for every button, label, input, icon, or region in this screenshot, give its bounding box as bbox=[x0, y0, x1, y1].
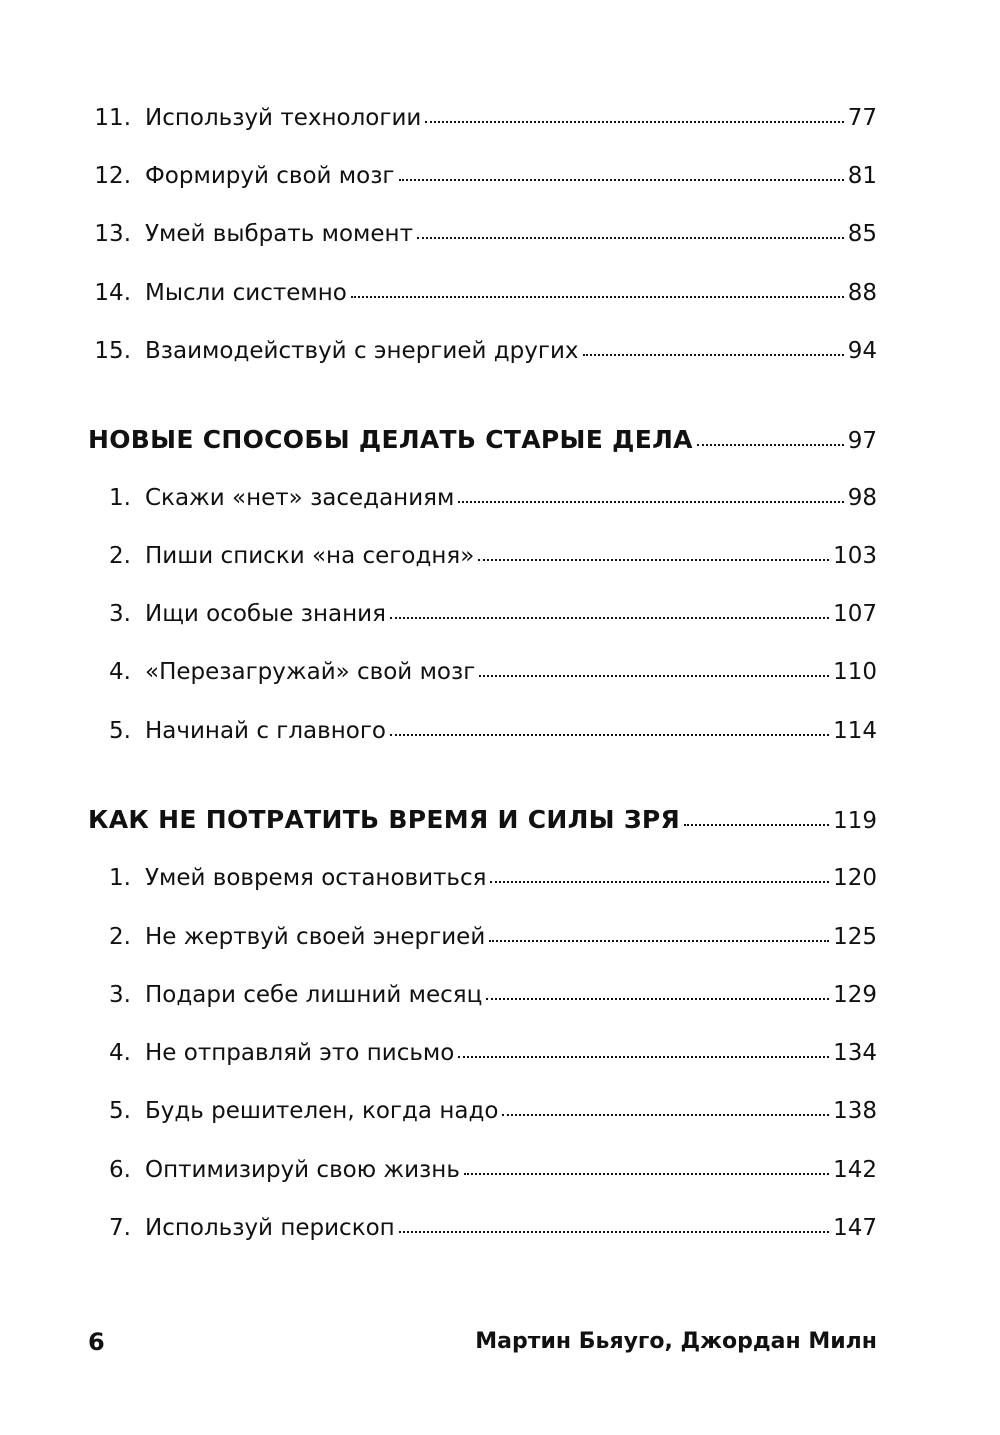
toc-entry-title: Используй технологии bbox=[145, 105, 422, 131]
toc-entry-page: 129 bbox=[833, 982, 877, 1008]
toc-entry-number: 5. bbox=[109, 718, 131, 744]
toc-entry-number: 15. bbox=[94, 338, 131, 364]
page-number: 6 bbox=[88, 1328, 105, 1356]
section-title: НОВЫЕ СПОСОБЫ ДЕЛАТЬ СТАРЫЕ ДЕЛА bbox=[88, 425, 693, 454]
toc-entry-page: 77 bbox=[847, 105, 877, 131]
toc-entry bbox=[0, 858, 877, 898]
toc-entry-number: 2. bbox=[109, 924, 131, 950]
toc-entry-page: 142 bbox=[833, 1157, 877, 1183]
dot-leader bbox=[399, 1230, 829, 1233]
toc-entry-title: Ищи особые знания bbox=[145, 601, 386, 627]
toc-entry-title: Не жертвуй своей энергией bbox=[145, 924, 486, 950]
dot-leader bbox=[425, 120, 843, 123]
dot-leader bbox=[464, 1172, 829, 1175]
dot-leader bbox=[390, 733, 829, 736]
dot-leader bbox=[486, 997, 829, 1000]
toc-entry-page: 110 bbox=[833, 659, 877, 685]
dot-leader bbox=[458, 1055, 829, 1058]
toc-entry bbox=[0, 711, 877, 751]
toc-entry-page: 103 bbox=[833, 543, 877, 569]
toc-entry-number: 3. bbox=[109, 601, 131, 627]
toc-entry-number: 3. bbox=[109, 982, 131, 1008]
section-title: КАК НЕ ПОТРАТИТЬ ВРЕМЯ И СИЛЫ ЗРЯ bbox=[88, 805, 681, 834]
toc-entry-title: Скажи «нет» заседаниям bbox=[145, 485, 455, 511]
dot-leader bbox=[479, 674, 829, 677]
toc-entry-page: 98 bbox=[847, 485, 877, 511]
dot-leader bbox=[458, 500, 843, 503]
toc-entry-title: Подари себе лишний месяц bbox=[145, 982, 483, 1008]
toc-entry-number: 12. bbox=[94, 163, 131, 189]
toc-entry-page: 125 bbox=[833, 924, 877, 950]
dot-leader bbox=[417, 236, 844, 239]
dot-leader bbox=[390, 616, 829, 619]
toc-entry-number: 14. bbox=[94, 280, 131, 306]
dot-leader bbox=[502, 1113, 829, 1116]
dot-leader bbox=[583, 353, 844, 356]
toc-entry-title: Взаимодействуй с энергией других bbox=[145, 338, 579, 364]
dot-leader bbox=[399, 178, 844, 181]
toc-entry bbox=[0, 917, 877, 957]
toc-entry bbox=[0, 478, 877, 518]
toc-entry-page: 114 bbox=[833, 718, 877, 744]
toc-entry-number: 1. bbox=[109, 485, 131, 511]
toc-entry-page: 107 bbox=[833, 601, 877, 627]
toc-entry bbox=[0, 331, 877, 371]
toc-entry bbox=[0, 1208, 877, 1248]
toc-entry bbox=[0, 156, 877, 196]
dot-leader bbox=[489, 939, 829, 942]
toc-entry-title: Умей выбрать момент bbox=[145, 221, 413, 247]
toc-entry-number: 5. bbox=[109, 1098, 131, 1124]
toc-entry-number: 6. bbox=[109, 1157, 131, 1183]
toc-entry bbox=[0, 594, 877, 634]
toc-entry-title: Не отправляй это письмо bbox=[145, 1040, 455, 1066]
toc-entry-page: 85 bbox=[847, 221, 877, 247]
toc-entry-number: 1. bbox=[109, 865, 131, 891]
toc-entry bbox=[0, 536, 877, 576]
toc-entry-title: Мысли системно bbox=[145, 280, 347, 306]
toc-entry-page: 134 bbox=[833, 1040, 877, 1066]
toc-entry-page: 138 bbox=[833, 1098, 877, 1124]
toc-entry bbox=[0, 652, 877, 692]
toc-entry-title: Умей вовремя остановиться bbox=[145, 865, 487, 891]
toc-entry-title: Будь решителен, когда надо bbox=[145, 1098, 499, 1124]
running-footer-authors: Мартин Бьяуго, Джордан Милн bbox=[475, 1329, 877, 1354]
toc-entry bbox=[0, 1091, 877, 1131]
toc-entry-title: Используй перископ bbox=[145, 1215, 395, 1241]
section-page: 119 bbox=[833, 808, 877, 834]
toc-entry-number: 4. bbox=[109, 659, 131, 685]
toc-entry bbox=[0, 98, 877, 138]
toc-entry-number: 4. bbox=[109, 1040, 131, 1066]
toc-entry-page: 120 bbox=[833, 865, 877, 891]
toc-entry-number: 13. bbox=[94, 221, 131, 247]
section-page: 97 bbox=[847, 428, 877, 454]
toc-entry bbox=[0, 1150, 877, 1190]
toc-entry bbox=[0, 214, 877, 254]
toc-entry-number: 2. bbox=[109, 543, 131, 569]
dot-leader bbox=[478, 558, 829, 561]
toc-entry bbox=[0, 273, 877, 313]
toc-entry bbox=[0, 1033, 877, 1073]
dot-leader bbox=[697, 443, 844, 446]
toc-entry-title: Начинай с главного bbox=[145, 718, 386, 744]
toc-entry-page: 88 bbox=[847, 280, 877, 306]
toc-entry-title: Пиши списки «на сегодня» bbox=[145, 543, 475, 569]
toc-entry-page: 81 bbox=[847, 163, 877, 189]
toc-section-heading bbox=[88, 798, 877, 842]
toc-entry-page: 94 bbox=[847, 338, 877, 364]
toc-entry-page: 147 bbox=[833, 1215, 877, 1241]
toc-section-heading bbox=[88, 418, 877, 462]
toc-entry-number: 7. bbox=[109, 1215, 131, 1241]
dot-leader bbox=[490, 880, 829, 883]
toc-entry-title: Формируй свой мозг bbox=[145, 163, 395, 189]
toc-entry-title: «Перезагружай» свой мозг bbox=[145, 659, 476, 685]
toc-entry-number: 11. bbox=[94, 105, 131, 131]
dot-leader bbox=[351, 295, 844, 298]
toc-entry-title: Оптимизируй свою жизнь bbox=[145, 1157, 460, 1183]
toc-entry bbox=[0, 975, 877, 1015]
dot-leader bbox=[684, 823, 829, 826]
